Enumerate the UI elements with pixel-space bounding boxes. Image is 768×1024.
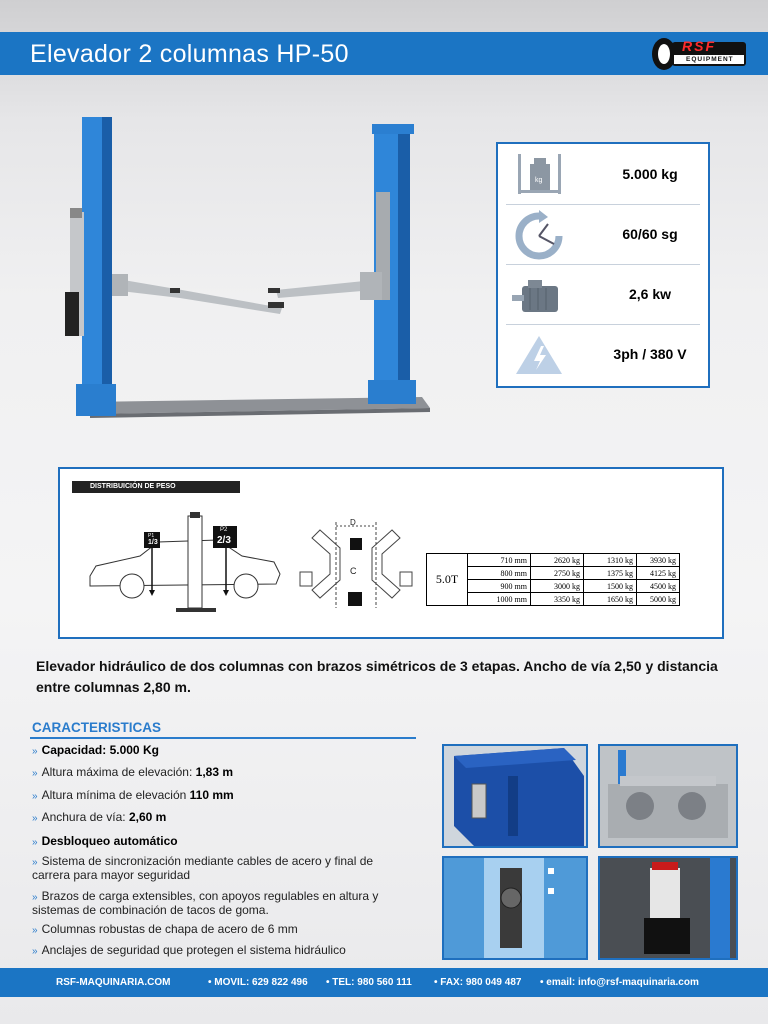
lift-plan-diagram (298, 512, 414, 614)
spec-voltage (510, 326, 702, 386)
feature-item: » Sistema de sincronización mediante cables de acero y final de carrera para mayor seguridad (32, 854, 374, 882)
spec-capacity-value: 5.000 kg (622, 166, 678, 182)
table-cell: 1500 kg (584, 580, 637, 593)
table-cell: 1650 kg (584, 593, 637, 606)
table-cell: 3350 kg (531, 593, 584, 606)
spec-divider (506, 324, 700, 325)
feature-item: » Anchura de vía: 2,60 m (32, 810, 167, 824)
bullet-icon: » (32, 892, 38, 903)
table-cell: 1000 mm (468, 593, 531, 606)
feature-item: » Brazos de carga extensibles, con apoyos regulables en altura y sistemas de combinación de tacos de goma. (32, 889, 379, 917)
photo-hydraulic-pump (598, 856, 738, 960)
logo-text: RSF (682, 38, 716, 54)
footer-fax: • FAX: 980 049 487 (434, 977, 522, 988)
plan-label-c: C (350, 566, 357, 576)
table-cell: 1310 kg (584, 554, 637, 567)
product-description: Elevador hidráulico de dos columnas con brazos simétricos de 3 etapas. Ancho de vía 2,50 y distancia entre columnas 2,80 m. (36, 658, 718, 695)
rear-weight-label-top: P2 (220, 527, 228, 533)
table-cell: 2750 kg (531, 567, 584, 580)
bullet-icon: » (32, 857, 38, 868)
page-title: Elevador 2 columnas HP-50 (30, 40, 349, 68)
features-heading: CARACTERISTICAS (32, 720, 162, 735)
rsf-logo (650, 36, 750, 72)
table-cell: 1375 kg (584, 567, 637, 580)
voltage-icon (510, 330, 568, 380)
table-cell: 3930 kg (637, 554, 680, 567)
table-cell: 5000 kg (637, 593, 680, 606)
bullet-icon: » (32, 946, 38, 957)
feature-item: » Desbloqueo automático (32, 834, 178, 848)
table-cell: 800 mm (468, 567, 531, 580)
table-cell: 2620 kg (531, 554, 584, 567)
spec-power-value: 2,6 kw (628, 286, 672, 302)
footer-phone: • TEL: 980 560 111 (326, 977, 412, 988)
bullet-icon: » (32, 768, 38, 779)
footer-website-link[interactable]: RSF-MAQUINARIA.COM (56, 977, 171, 988)
spec-divider (506, 264, 700, 265)
photo-arm-pivot (598, 744, 738, 848)
weight-icon (510, 150, 568, 200)
footer-mobile: • MOVIL: 629 822 496 (208, 977, 308, 988)
feature-item: » Anclajes de seguridad que protegen el sistema hidráulico (32, 943, 346, 957)
footer-email-link[interactable]: • email: info@rsf-maquinaria.com (540, 977, 699, 988)
photo-column-detail (442, 744, 588, 848)
rear-weight-label: 2/3 (217, 535, 231, 546)
spec-power (510, 266, 702, 326)
feature-item: » Columnas robustas de chapa de acero de 6 mm (32, 922, 298, 936)
lift-image (62, 112, 436, 424)
spec-panel (496, 142, 710, 388)
bullet-icon: » (32, 791, 38, 802)
table-cell: 4125 kg (637, 567, 680, 580)
plan-label-d: D (350, 518, 356, 527)
table-cell: 4500 kg (637, 580, 680, 593)
feature-item: » Altura máxima de elevación: 1,83 m (32, 765, 233, 779)
table-cell: 900 mm (468, 580, 531, 593)
spec-divider (506, 204, 700, 205)
front-weight-label-top: P1 (148, 533, 155, 539)
speed-icon (510, 210, 568, 260)
bullet-icon: » (32, 813, 38, 824)
features-underline (30, 737, 416, 739)
spec-speed (510, 206, 702, 266)
spec-voltage-value: 3ph / 380 V (613, 346, 687, 362)
logo-subtext: EQUIPMENT (686, 56, 734, 63)
table-capacity-cell: 5.0T (427, 554, 468, 606)
distribution-title: DISTRIBUICIÓN DE PESO (72, 481, 240, 493)
table-cell: 710 mm (468, 554, 531, 567)
feature-item: » Capacidad: 5.000 Kg (32, 743, 159, 757)
distribution-table (426, 553, 680, 606)
table-cell: 3000 kg (531, 580, 584, 593)
front-weight-label: 1/3 (148, 539, 158, 546)
bullet-icon: » (32, 925, 38, 936)
weight-icon-label: kg (535, 177, 543, 184)
bullet-icon: » (32, 837, 38, 848)
motor-icon (510, 270, 568, 320)
photo-chain-detail (442, 856, 588, 960)
feature-item: » Altura mínima de elevación 110 mm (32, 788, 234, 802)
spec-speed-value: 60/60 sg (622, 226, 678, 242)
bullet-icon: » (32, 746, 38, 757)
spec-capacity (510, 146, 702, 206)
car-side-diagram (86, 512, 286, 622)
